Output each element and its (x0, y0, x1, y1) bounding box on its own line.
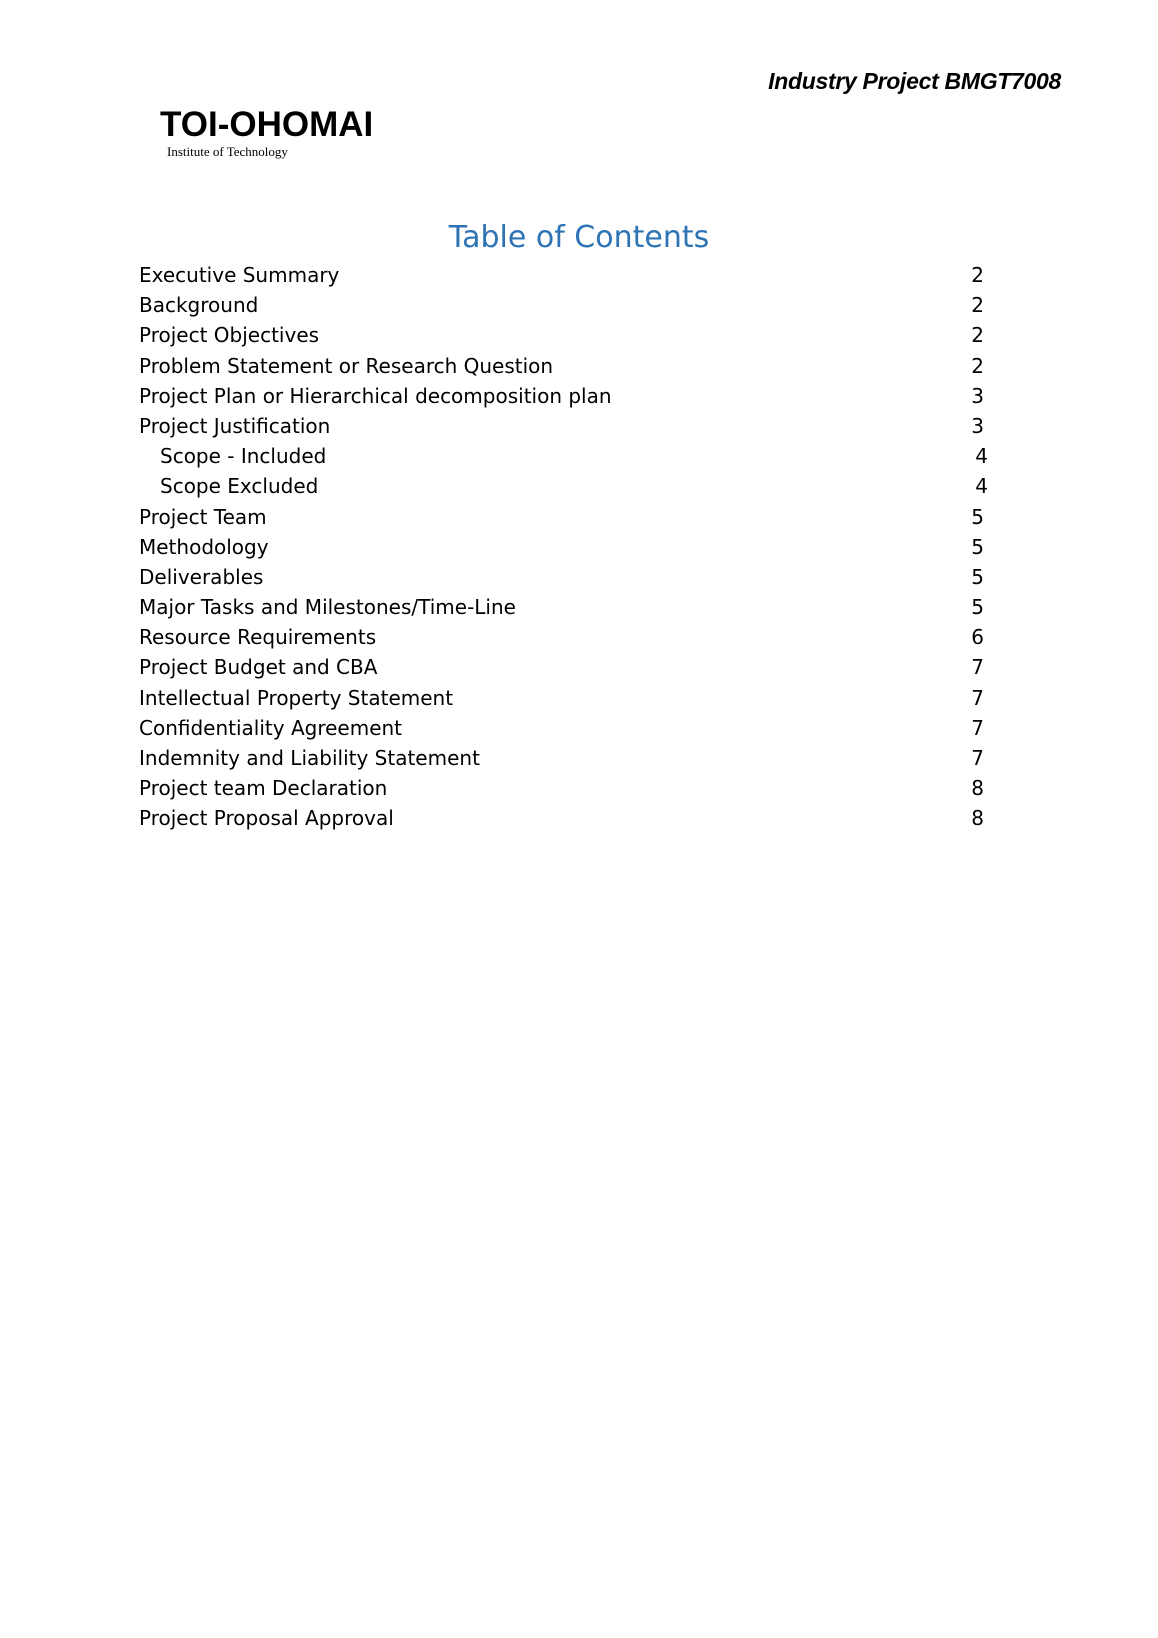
toc-entry-label: Problem Statement or Research Question (139, 353, 554, 378)
toc-entry-page: 4 (975, 444, 988, 469)
toc-entry-page: 8 (971, 806, 984, 831)
toc-entry[interactable] (139, 773, 984, 803)
toc-entry[interactable] (139, 290, 984, 320)
toc-entry-label: Scope - Included (160, 444, 327, 469)
toc-entry-page: 8 (971, 776, 984, 801)
toc-entry-page: 6 (971, 625, 984, 650)
toc-entry-label: Deliverables (139, 564, 264, 589)
toc-entry-page: 3 (971, 413, 984, 438)
toc-entry[interactable] (139, 713, 984, 743)
table-of-contents (139, 260, 988, 834)
logo-subtitle: Institute of Technology (167, 144, 288, 159)
toc-entry-page: 5 (971, 595, 984, 620)
toc-entry-label: Executive Summary (139, 263, 340, 287)
toc-entry-page: 7 (971, 715, 984, 740)
toc-entry-label: Intellectual Property Statement (139, 685, 454, 710)
toc-entry-page: 7 (971, 655, 984, 680)
toc-entry-label: Project Objectives (139, 323, 320, 348)
toc-entry-label: Indemnity and Liability Statement (139, 746, 480, 770)
toc-entry[interactable] (139, 683, 984, 713)
toc-entry-label: Confidentiality Agreement (139, 715, 403, 740)
toc-entry-label: Project Team (139, 504, 267, 529)
toc-entry-page: 7 (971, 746, 984, 770)
toc-entry[interactable] (139, 260, 984, 290)
toc-entry-page: 2 (971, 323, 984, 348)
toc-entry-label: Background (139, 293, 259, 318)
toc-entry[interactable] (139, 471, 988, 501)
toc-entry-label: Project Plan or Hierarchical decomposition plan (139, 383, 612, 408)
toc-title: Table of Contents (448, 220, 710, 255)
toc-entry[interactable] (139, 381, 984, 411)
toc-entry-label: Project Budget and CBA (139, 655, 378, 680)
toc-entry-label: Project Justification (139, 413, 331, 438)
toc-entry-page: 5 (971, 504, 984, 529)
toc-entry-page: 5 (971, 564, 984, 589)
toc-entry-page: 7 (971, 685, 984, 710)
toc-entry[interactable] (139, 622, 984, 652)
logo-wordmark: TOI-OHOMAI (160, 105, 374, 144)
toc-entry-page: 2 (971, 293, 984, 318)
toc-entry[interactable] (139, 652, 984, 682)
toc-entry[interactable] (139, 532, 984, 562)
toc-entry-page: 2 (971, 263, 984, 287)
toc-entry-label: Major Tasks and Milestones/Time-Line (139, 595, 516, 620)
document-header: Industry Project BMGT7008 (768, 68, 1061, 94)
toc-entry[interactable] (139, 441, 988, 471)
toc-entry-label: Methodology (139, 534, 269, 559)
toc-entry[interactable] (139, 502, 984, 532)
toc-entry-label: Resource Requirements (139, 625, 377, 650)
toc-entry[interactable] (139, 320, 984, 350)
toc-entry[interactable] (139, 803, 984, 833)
toc-entry-label: Scope Excluded (160, 474, 319, 499)
toc-entry[interactable] (139, 411, 984, 441)
toc-entry-label: Project Proposal Approval (139, 806, 394, 831)
toc-entry[interactable] (139, 351, 984, 381)
toc-entry[interactable] (139, 562, 984, 592)
toc-entry-page: 4 (975, 474, 988, 499)
toc-entry-label: Project team Declaration (139, 776, 388, 801)
toc-entry-page: 3 (971, 383, 984, 408)
institution-logo (160, 106, 373, 160)
toc-entry[interactable] (139, 592, 984, 622)
toc-entry-page: 5 (971, 534, 984, 559)
toc-entry-page: 2 (971, 353, 984, 378)
toc-entry[interactable] (139, 743, 984, 773)
